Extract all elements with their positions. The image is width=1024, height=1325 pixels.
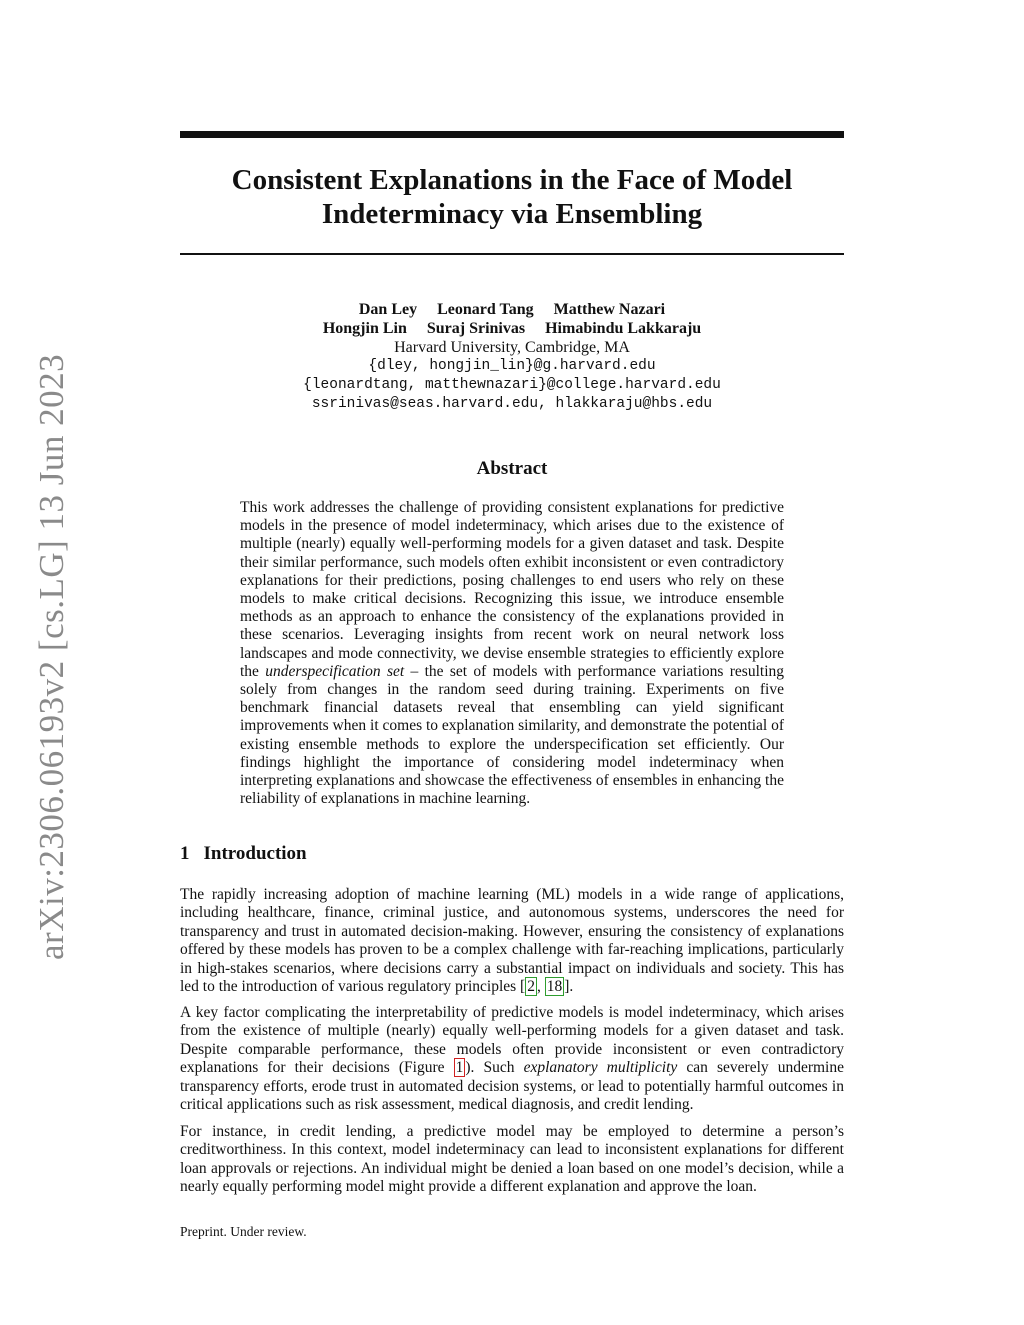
- section-number: 1: [180, 843, 190, 864]
- author-row-2: [180, 319, 844, 338]
- abstract-heading: Abstract: [476, 458, 548, 479]
- citation-link[interactable]: 2: [527, 978, 535, 996]
- author-name: Suraj Srinivas: [426, 320, 526, 337]
- email-line: ssrinivas@seas.harvard.edu, hlakkaraju@hbs.edu: [311, 396, 713, 412]
- paragraph-text: ). Such: [465, 1059, 524, 1077]
- email-line: {leonardtang, matthewnazari}@college.harvard.edu: [303, 377, 721, 393]
- author-name: Dan Ley: [358, 301, 418, 318]
- intro-paragraph-3: For instance, in credit lending, a predictive model may be employed to determine a person’s creditworthiness. In this context, model indeterminacy can lead to inconsistent explanations for different loan approvals or rejections. An individual might be denied a loan based on one model’s decision, while a nearly equally performing model might provide a different explanation and approve the loan.: [180, 1123, 844, 1196]
- citation-link[interactable]: 18: [546, 978, 563, 996]
- paragraph-text: ].: [564, 978, 574, 996]
- author-name: Hongjin Lin: [322, 320, 407, 337]
- paper-title: Consistent Explanations in the Face of Model Indeterminacy via Ensembling: [231, 164, 793, 230]
- paragraph-text: can severely undermine transparency efforts, erode trust in automated decision systems, or lead to potentially harmful outcomes in critical applications such as risk assessment, medical diagnosis, and credit lending.: [180, 1059, 844, 1114]
- page-footer: Preprint. Under review.: [180, 1224, 307, 1239]
- email-line: {dley, hongjin_lin}@g.harvard.edu: [368, 358, 656, 374]
- paragraph-text: The rapidly increasing adoption of machine learning (ML) models in a wide range of applications, including healthcare, finance, criminal justice, and autonomous systems, underscores the need for transparency and trust in automated decision-making. However, ensuring the consistency of explanations offered by these models has proven to be a complex challenge with far-reaching implications, particularly in high-stakes scenarios, where decisions carry a substantial impact on individuals and society. This has led to the introduction of various regulatory principles [: [180, 886, 844, 996]
- abstract-text-part: – the set of models with performance variations resulting solely from changes in the random seed during training. Experiments on five benchmark financial datasets reveal that ensembling can yield significant improvements when it comes to explanation similarity, and demonstrate the potential of existing ensemble methods to explore the underspecification set efficiently. Our findings highlight the importance of considering model indeterminacy when interpreting explanations and showcase the effectiveness of ensembles in enhancing the reliability of explanations in machine learning.: [240, 662, 785, 808]
- paragraph-text: A key factor complicating the interpretability of predictive models is model indeterminacy, which arises from the existence of multiple (nearly) equally well-performing models for a given dataset and task. Despite comparable performance, these models often provide inconsistent or even contradictory explanations for their decisions (Figure: [180, 1004, 844, 1077]
- abstract-text: [240, 499, 784, 808]
- author-row-1: [180, 300, 844, 319]
- arxiv-identifier[interactable]: arXiv:2306.06193v2 [cs.LG] 13 Jun 2023: [32, 353, 71, 960]
- title-bottom-rule: [180, 253, 844, 255]
- author-name: Matthew Nazari: [553, 301, 666, 318]
- author-name: Leonard Tang: [437, 301, 534, 318]
- citation-separator: ,: [536, 978, 545, 996]
- figure-reference-link[interactable]: 1: [455, 1059, 464, 1077]
- author-block: [180, 300, 844, 414]
- title-top-rule: [180, 131, 844, 138]
- section-heading: [180, 843, 307, 865]
- italic-term: explanatory multiplicity: [523, 1059, 678, 1077]
- affiliation: Harvard University, Cambridge, MA: [394, 339, 630, 356]
- intro-paragraph-2: [180, 1004, 844, 1114]
- intro-paragraph-1: [180, 886, 844, 996]
- abstract-italic-term: underspecification set: [265, 662, 405, 680]
- abstract-text-part: This work addresses the challenge of providing consistent explanations for predictive models in the presence of model indeterminacy, which arises due to the existence of multiple (nearly) equally well-performing models for a given dataset and task. Despite their similar performance, such models often exhibit inconsistent or even contradictory explanations for their predictions, posing challenges to end users who rely on these models to make critical decisions. Recognizing this issue, we introduce ensemble methods as an approach to enhance the consistency of the explanations provided in these scenarios. Leveraging insights from recent work on neural network loss landscapes and mode connectivity, we devise ensemble strategies to efficiently explore the: [240, 499, 784, 680]
- author-name: Himabindu Lakkaraju: [545, 320, 702, 337]
- section-title: Introduction: [203, 843, 307, 864]
